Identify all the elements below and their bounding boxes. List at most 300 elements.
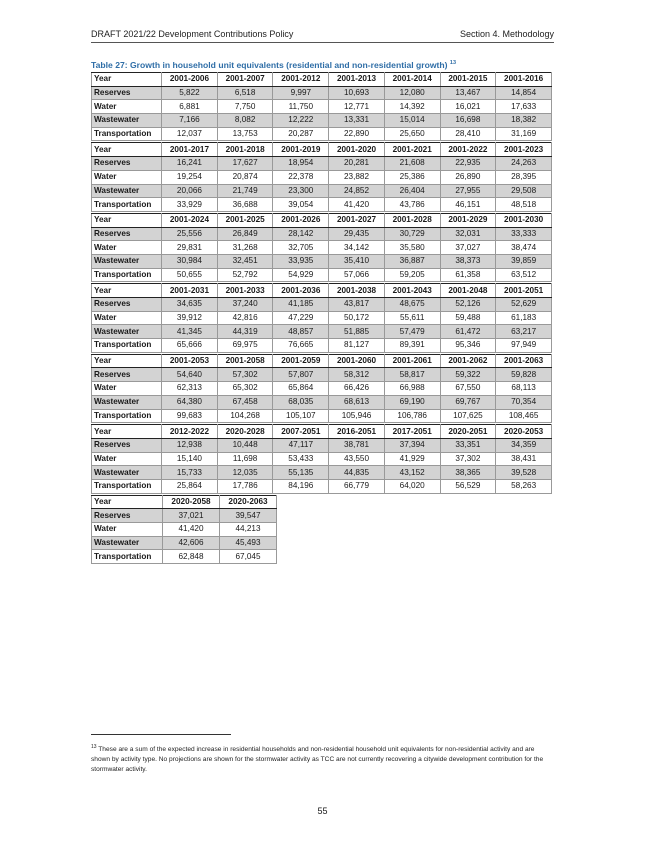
value-cell: 8,082 — [217, 114, 273, 128]
caption-text: Table 27: Growth in household unit equivalents (residential and non-residential growth) — [91, 60, 448, 70]
value-cell: 23,300 — [273, 184, 329, 198]
footnote-text: These are a sum of the expected increase in residential households and non-residential household unit equivalents for non-residential activity and are shown by activity type. No projections are shown for the stormwater activity as TCC are not currently recovering a citywide development contribution for the stormwater activity. — [91, 746, 544, 774]
row-label: Water — [92, 170, 162, 184]
value-cell: 17,627 — [217, 157, 273, 171]
table-row — [92, 395, 552, 409]
table-header-row — [92, 143, 552, 157]
value-cell: 18,954 — [273, 157, 329, 171]
value-cell: 17,786 — [217, 479, 273, 493]
row-label: Reserves — [92, 509, 163, 523]
value-cell: 68,035 — [273, 395, 329, 409]
value-cell: 48,675 — [384, 298, 440, 312]
table-row — [92, 157, 552, 171]
value-cell: 62,313 — [162, 382, 218, 396]
caption-footnote-ref: 13 — [449, 60, 457, 67]
value-cell: 39,547 — [220, 509, 277, 523]
table-row — [92, 382, 552, 396]
value-cell: 19,254 — [162, 170, 218, 184]
period-header-cell: 2001-2031 — [162, 284, 218, 298]
period-header-cell: 2007-2051 — [273, 425, 329, 439]
growth-table-block — [91, 213, 552, 282]
value-cell: 32,705 — [273, 241, 329, 255]
table-header-row — [92, 495, 277, 509]
value-cell: 104,268 — [217, 409, 273, 423]
value-cell: 37,027 — [440, 241, 496, 255]
row-label: Water — [92, 382, 162, 396]
growth-table-block — [91, 142, 552, 211]
value-cell: 43,152 — [384, 466, 440, 480]
value-cell: 38,365 — [440, 466, 496, 480]
row-label: Reserves — [92, 298, 162, 312]
value-cell: 38,781 — [329, 438, 385, 452]
value-cell: 59,322 — [440, 368, 496, 382]
value-cell: 44,213 — [220, 523, 277, 537]
header-title: DRAFT 2021/22 Development Contributions Policy — [91, 29, 294, 39]
value-cell: 51,885 — [329, 325, 385, 339]
row-label: Year — [92, 73, 162, 87]
period-header-cell: 2001-2063 — [496, 354, 552, 368]
value-cell: 10,693 — [329, 86, 385, 100]
value-cell: 26,404 — [384, 184, 440, 198]
value-cell: 55,611 — [384, 311, 440, 325]
value-cell: 23,882 — [329, 170, 385, 184]
value-cell: 70,354 — [496, 395, 552, 409]
value-cell: 48,857 — [273, 325, 329, 339]
value-cell: 56,529 — [440, 479, 496, 493]
value-cell: 39,054 — [273, 198, 329, 212]
value-cell: 30,984 — [162, 254, 218, 268]
value-cell: 22,935 — [440, 157, 496, 171]
value-cell: 99,683 — [162, 409, 218, 423]
value-cell: 17,633 — [496, 100, 552, 114]
value-cell: 57,807 — [273, 368, 329, 382]
table-row — [92, 523, 277, 537]
value-cell: 13,753 — [217, 127, 273, 141]
period-header-cell: 2001-2019 — [273, 143, 329, 157]
row-label: Reserves — [92, 368, 162, 382]
value-cell: 63,512 — [496, 268, 552, 282]
table-row — [92, 86, 552, 100]
value-cell: 13,331 — [329, 114, 385, 128]
period-header-cell: 2001-2012 — [273, 73, 329, 87]
value-cell: 25,864 — [162, 479, 218, 493]
value-cell: 46,151 — [440, 198, 496, 212]
row-label: Year — [92, 354, 162, 368]
value-cell: 58,263 — [496, 479, 552, 493]
row-label: Reserves — [92, 227, 162, 241]
growth-table-block — [91, 354, 552, 423]
value-cell: 61,183 — [496, 311, 552, 325]
value-cell: 42,816 — [217, 311, 273, 325]
value-cell: 12,080 — [384, 86, 440, 100]
period-header-cell: 2016-2051 — [329, 425, 385, 439]
value-cell: 67,550 — [440, 382, 496, 396]
period-header-cell: 2001-2033 — [217, 284, 273, 298]
value-cell: 52,629 — [496, 298, 552, 312]
period-header-cell: 2001-2006 — [162, 73, 218, 87]
value-cell: 59,488 — [440, 311, 496, 325]
value-cell: 105,946 — [329, 409, 385, 423]
value-cell: 29,435 — [329, 227, 385, 241]
row-label: Transportation — [92, 127, 162, 141]
value-cell: 41,345 — [162, 325, 218, 339]
table-row — [92, 298, 552, 312]
value-cell: 32,451 — [217, 254, 273, 268]
value-cell: 12,222 — [273, 114, 329, 128]
row-label: Wastewater — [92, 536, 163, 550]
value-cell: 64,380 — [162, 395, 218, 409]
value-cell: 61,472 — [440, 325, 496, 339]
table-row — [92, 339, 552, 353]
value-cell: 16,021 — [440, 100, 496, 114]
period-header-cell: 2001-2016 — [496, 73, 552, 87]
value-cell: 15,014 — [384, 114, 440, 128]
row-label: Year — [92, 213, 162, 227]
table-row — [92, 409, 552, 423]
header-divider — [91, 42, 554, 43]
period-header-cell: 2012-2022 — [162, 425, 218, 439]
period-header-cell: 2001-2043 — [384, 284, 440, 298]
value-cell: 52,792 — [217, 268, 273, 282]
table-row — [92, 254, 552, 268]
value-cell: 36,887 — [384, 254, 440, 268]
value-cell: 41,929 — [384, 452, 440, 466]
value-cell: 18,382 — [496, 114, 552, 128]
value-cell: 11,698 — [217, 452, 273, 466]
table-caption — [91, 60, 456, 70]
table-header-row — [92, 73, 552, 87]
header-section: Section 4. Methodology — [459, 29, 554, 39]
value-cell: 41,420 — [329, 198, 385, 212]
value-cell: 58,312 — [329, 368, 385, 382]
value-cell: 26,849 — [217, 227, 273, 241]
period-header-cell: 2001-2027 — [329, 213, 385, 227]
period-header-cell: 2020-2063 — [220, 495, 277, 509]
value-cell: 22,890 — [329, 127, 385, 141]
value-cell: 32,031 — [440, 227, 496, 241]
value-cell: 29,831 — [162, 241, 218, 255]
value-cell: 10,448 — [217, 438, 273, 452]
value-cell: 35,580 — [384, 241, 440, 255]
row-label: Reserves — [92, 86, 162, 100]
value-cell: 31,169 — [496, 127, 552, 141]
value-cell: 42,606 — [163, 536, 220, 550]
period-header-cell: 2001-2025 — [217, 213, 273, 227]
table-row — [92, 438, 552, 452]
value-cell: 81,127 — [329, 339, 385, 353]
value-cell: 34,635 — [162, 298, 218, 312]
period-header-cell: 2001-2051 — [496, 284, 552, 298]
row-label: Transportation — [92, 268, 162, 282]
value-cell: 12,938 — [162, 438, 218, 452]
value-cell: 33,351 — [440, 438, 496, 452]
row-label: Year — [92, 284, 162, 298]
period-header-cell: 2001-2017 — [162, 143, 218, 157]
value-cell: 66,779 — [329, 479, 385, 493]
row-label: Water — [92, 311, 162, 325]
value-cell: 13,467 — [440, 86, 496, 100]
value-cell: 54,929 — [273, 268, 329, 282]
value-cell: 41,185 — [273, 298, 329, 312]
period-header-cell: 2001-2013 — [329, 73, 385, 87]
value-cell: 57,479 — [384, 325, 440, 339]
table-row — [92, 466, 552, 480]
footnote-divider — [91, 734, 231, 735]
table-row — [92, 241, 552, 255]
row-label: Reserves — [92, 438, 162, 452]
value-cell: 24,852 — [329, 184, 385, 198]
table-row — [92, 509, 277, 523]
value-cell: 24,263 — [496, 157, 552, 171]
value-cell: 16,698 — [440, 114, 496, 128]
value-cell: 33,929 — [162, 198, 218, 212]
value-cell: 20,874 — [217, 170, 273, 184]
value-cell: 31,268 — [217, 241, 273, 255]
value-cell: 26,890 — [440, 170, 496, 184]
row-label: Wastewater — [92, 184, 162, 198]
period-header-cell: 2001-2026 — [273, 213, 329, 227]
value-cell: 38,431 — [496, 452, 552, 466]
value-cell: 33,935 — [273, 254, 329, 268]
growth-table-block — [91, 283, 552, 352]
value-cell: 95,346 — [440, 339, 496, 353]
value-cell: 37,240 — [217, 298, 273, 312]
value-cell: 50,655 — [162, 268, 218, 282]
period-header-cell: 2001-2053 — [162, 354, 218, 368]
value-cell: 97,949 — [496, 339, 552, 353]
table-row — [92, 100, 552, 114]
value-cell: 34,142 — [329, 241, 385, 255]
period-header-cell: 2001-2036 — [273, 284, 329, 298]
table-row — [92, 479, 552, 493]
value-cell: 44,319 — [217, 325, 273, 339]
period-header-cell: 2001-2024 — [162, 213, 218, 227]
value-cell: 20,287 — [273, 127, 329, 141]
value-cell: 27,955 — [440, 184, 496, 198]
value-cell: 57,066 — [329, 268, 385, 282]
value-cell: 68,113 — [496, 382, 552, 396]
value-cell: 39,912 — [162, 311, 218, 325]
value-cell: 25,650 — [384, 127, 440, 141]
period-header-cell: 2001-2022 — [440, 143, 496, 157]
value-cell: 41,420 — [163, 523, 220, 537]
value-cell: 84,196 — [273, 479, 329, 493]
value-cell: 30,729 — [384, 227, 440, 241]
period-header-cell: 2001-2014 — [384, 73, 440, 87]
period-header-cell: 2001-2007 — [217, 73, 273, 87]
period-header-cell: 2001-2023 — [496, 143, 552, 157]
growth-table-block — [91, 424, 552, 493]
value-cell: 14,854 — [496, 86, 552, 100]
value-cell: 39,528 — [496, 466, 552, 480]
growth-table-block — [91, 72, 552, 141]
row-label: Transportation — [92, 198, 162, 212]
table-row — [92, 550, 277, 564]
value-cell: 37,394 — [384, 438, 440, 452]
value-cell: 68,613 — [329, 395, 385, 409]
value-cell: 7,166 — [162, 114, 218, 128]
table-row — [92, 170, 552, 184]
value-cell: 53,433 — [273, 452, 329, 466]
value-cell: 25,386 — [384, 170, 440, 184]
value-cell: 9,997 — [273, 86, 329, 100]
value-cell: 44,835 — [329, 466, 385, 480]
value-cell: 59,828 — [496, 368, 552, 382]
row-label: Wastewater — [92, 254, 162, 268]
table-row — [92, 184, 552, 198]
table-row — [92, 268, 552, 282]
value-cell: 37,302 — [440, 452, 496, 466]
value-cell: 25,556 — [162, 227, 218, 241]
value-cell: 65,864 — [273, 382, 329, 396]
period-header-cell: 2001-2028 — [384, 213, 440, 227]
value-cell: 38,373 — [440, 254, 496, 268]
value-cell: 15,733 — [162, 466, 218, 480]
value-cell: 47,117 — [273, 438, 329, 452]
value-cell: 12,035 — [217, 466, 273, 480]
value-cell: 28,395 — [496, 170, 552, 184]
value-cell: 39,859 — [496, 254, 552, 268]
value-cell: 48,518 — [496, 198, 552, 212]
value-cell: 6,881 — [162, 100, 218, 114]
row-label: Reserves — [92, 157, 162, 171]
period-header-cell: 2020-2058 — [163, 495, 220, 509]
period-header-cell: 2001-2060 — [329, 354, 385, 368]
table-row — [92, 311, 552, 325]
period-header-cell: 2020-2028 — [217, 425, 273, 439]
value-cell: 55,135 — [273, 466, 329, 480]
value-cell: 5,822 — [162, 86, 218, 100]
value-cell: 38,474 — [496, 241, 552, 255]
value-cell: 50,172 — [329, 311, 385, 325]
value-cell: 52,126 — [440, 298, 496, 312]
table-row — [92, 227, 552, 241]
value-cell: 65,666 — [162, 339, 218, 353]
table-row — [92, 325, 552, 339]
row-label: Year — [92, 425, 162, 439]
value-cell: 47,229 — [273, 311, 329, 325]
row-label: Wastewater — [92, 466, 162, 480]
value-cell: 6,518 — [217, 86, 273, 100]
period-header-cell: 2001-2048 — [440, 284, 496, 298]
period-header-cell: 2001-2058 — [217, 354, 273, 368]
value-cell: 69,190 — [384, 395, 440, 409]
period-header-cell: 2001-2018 — [217, 143, 273, 157]
value-cell: 43,550 — [329, 452, 385, 466]
period-header-cell: 2001-2030 — [496, 213, 552, 227]
table-row — [92, 198, 552, 212]
row-label: Transportation — [92, 339, 162, 353]
value-cell: 20,281 — [329, 157, 385, 171]
value-cell: 33,333 — [496, 227, 552, 241]
value-cell: 61,358 — [440, 268, 496, 282]
value-cell: 63,217 — [496, 325, 552, 339]
value-cell: 43,817 — [329, 298, 385, 312]
table-header-row — [92, 213, 552, 227]
footnote-ref: 13 — [91, 744, 97, 750]
period-header-cell: 2001-2029 — [440, 213, 496, 227]
period-header-cell: 2001-2038 — [329, 284, 385, 298]
row-label: Transportation — [92, 550, 163, 564]
table-row — [92, 452, 552, 466]
value-cell: 29,508 — [496, 184, 552, 198]
row-label: Transportation — [92, 409, 162, 423]
table-header-row — [92, 354, 552, 368]
row-label: Transportation — [92, 479, 162, 493]
value-cell: 12,771 — [329, 100, 385, 114]
value-cell: 54,640 — [162, 368, 218, 382]
value-cell: 45,493 — [220, 536, 277, 550]
value-cell: 11,750 — [273, 100, 329, 114]
value-cell: 107,625 — [440, 409, 496, 423]
footnote — [91, 742, 555, 775]
row-label: Water — [92, 452, 162, 466]
row-label: Water — [92, 523, 163, 537]
value-cell: 65,302 — [217, 382, 273, 396]
period-header-cell: 2001-2059 — [273, 354, 329, 368]
value-cell: 62,848 — [163, 550, 220, 564]
value-cell: 108,465 — [496, 409, 552, 423]
row-label: Water — [92, 100, 162, 114]
table-row — [92, 368, 552, 382]
period-header-cell: 2001-2021 — [384, 143, 440, 157]
value-cell: 64,020 — [384, 479, 440, 493]
page-header — [91, 29, 554, 39]
value-cell: 21,749 — [217, 184, 273, 198]
value-cell: 12,037 — [162, 127, 218, 141]
period-header-cell: 2020-2053 — [496, 425, 552, 439]
value-cell: 22,378 — [273, 170, 329, 184]
table-row — [92, 127, 552, 141]
value-cell: 76,665 — [273, 339, 329, 353]
page-number: 55 — [317, 806, 328, 816]
row-label: Wastewater — [92, 395, 162, 409]
value-cell: 57,302 — [217, 368, 273, 382]
growth-table-block — [91, 495, 277, 564]
value-cell: 69,975 — [217, 339, 273, 353]
value-cell: 58,817 — [384, 368, 440, 382]
value-cell: 89,391 — [384, 339, 440, 353]
table-row — [92, 114, 552, 128]
value-cell: 7,750 — [217, 100, 273, 114]
table-row — [92, 536, 277, 550]
period-header-cell: 2001-2020 — [329, 143, 385, 157]
value-cell: 36,688 — [217, 198, 273, 212]
table-header-row — [92, 425, 552, 439]
value-cell: 66,426 — [329, 382, 385, 396]
value-cell: 59,205 — [384, 268, 440, 282]
value-cell: 105,107 — [273, 409, 329, 423]
growth-tables — [91, 72, 552, 565]
value-cell: 14,392 — [384, 100, 440, 114]
value-cell: 16,241 — [162, 157, 218, 171]
row-label: Water — [92, 241, 162, 255]
value-cell: 67,458 — [217, 395, 273, 409]
period-header-cell: 2001-2062 — [440, 354, 496, 368]
value-cell: 66,988 — [384, 382, 440, 396]
value-cell: 15,140 — [162, 452, 218, 466]
value-cell: 28,142 — [273, 227, 329, 241]
period-header-cell: 2017-2051 — [384, 425, 440, 439]
value-cell: 35,410 — [329, 254, 385, 268]
period-header-cell: 2020-2051 — [440, 425, 496, 439]
value-cell: 21,608 — [384, 157, 440, 171]
value-cell: 28,410 — [440, 127, 496, 141]
value-cell: 37,021 — [163, 509, 220, 523]
value-cell: 106,786 — [384, 409, 440, 423]
value-cell: 67,045 — [220, 550, 277, 564]
value-cell: 34,359 — [496, 438, 552, 452]
